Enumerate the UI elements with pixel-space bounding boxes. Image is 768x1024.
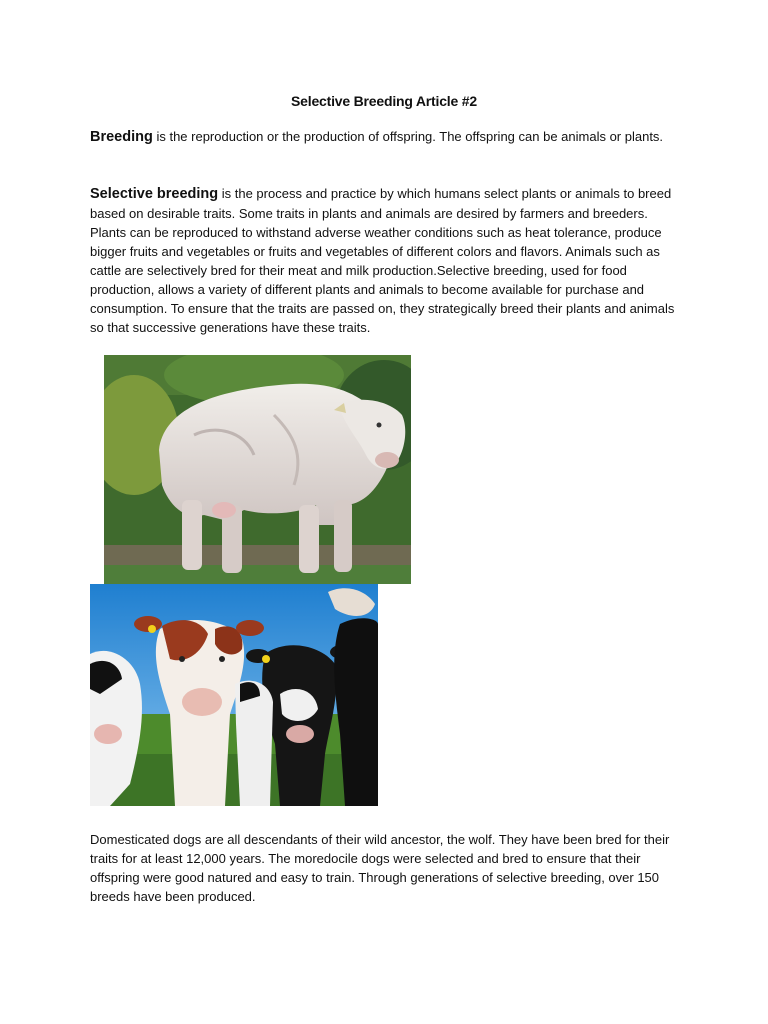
paragraph-selective-breeding-text: is the process and practice by which humans select plants or animals to breed based on desirable traits. Some traits in plants and animals are desired by farmers and breeders. Plants can be reproduced to withstand adverse weather conditions such as heat tolerance, produce bigger fruits and vegetables or fruits and vegetables of different colors and flavors. Animals such as cattle are selectively bred for their meat and milk production.Selective breeding, used for food production, allows a variety of different plants and animals to become available for purchase and consumption. To ensure that the traits are passed on, they strategically breed their plants and animals so that successive generations have these traits. — [90, 186, 675, 335]
term-selective-breeding: Selective breeding — [90, 186, 219, 202]
paragraph-breeding — [90, 127, 680, 147]
paragraph-dogs: Domesticated dogs are all descendants of their wild ancestor, the wolf. They have been bred for their traits for at least 12,000 years. The moredocile dogs were selected and bred to ensure that their offspring were good natured and easy to train. Through generations of selective breeding, over 150 breeds have been produced. — [90, 832, 670, 904]
paragraph-selective-breeding — [90, 184, 680, 337]
article-title: Selective Breeding Article #2 — [291, 93, 477, 109]
cows-photo — [90, 584, 378, 806]
term-breeding: Breeding — [90, 129, 153, 145]
bull-photo — [104, 355, 411, 584]
paragraph-breeding-text: is the reproduction or the production of offspring. The offspring can be animals or plants. — [152, 129, 664, 144]
